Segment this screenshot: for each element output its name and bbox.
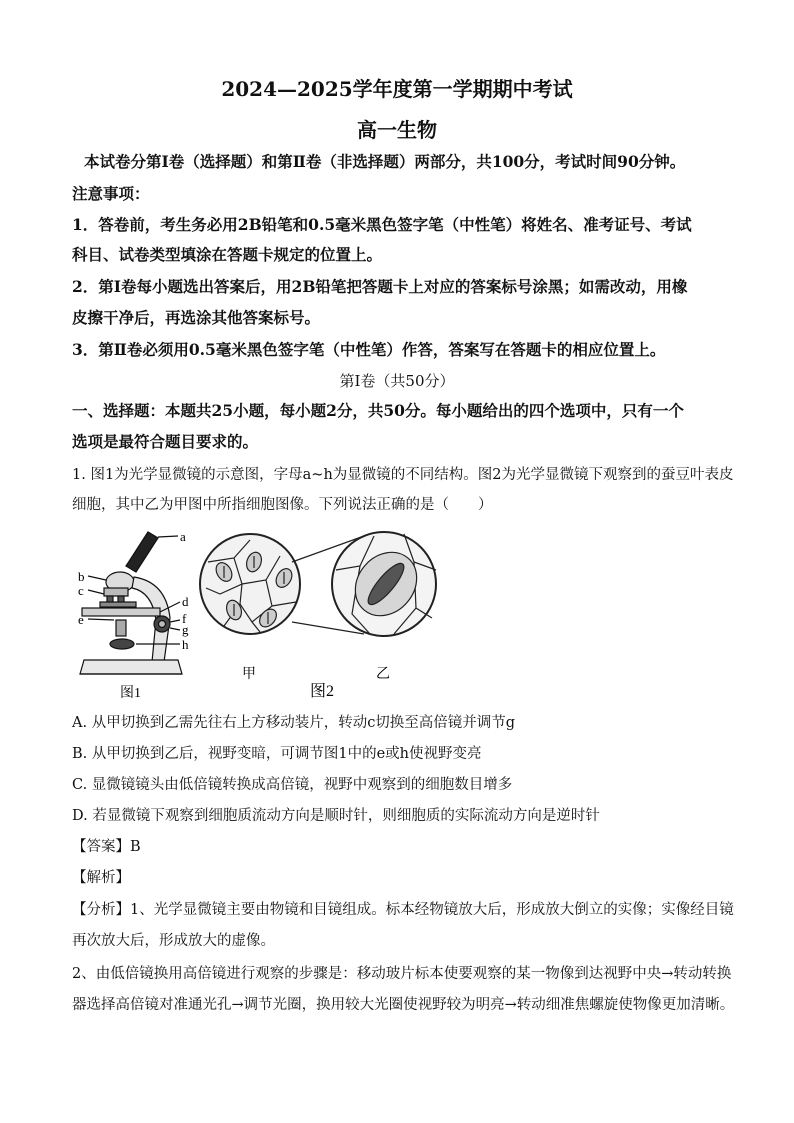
analysis-p2-line2: 器选择高倍镜对准通光孔→调节光圈，换用较大光圈使视野较为明亮→转动细准焦螺旋使物像更加清晰。 bbox=[72, 997, 735, 1013]
notice-item-1-line1: 1．答卷前，考生务必用2B铅笔和0.5毫米黑色签字笔（中性笔）将姓名、准考证号、考试 bbox=[72, 215, 692, 234]
analysis-tag: 【解析】 bbox=[72, 870, 130, 886]
cell-view-yi bbox=[332, 532, 436, 636]
intro-text: 本试卷分第Ⅰ卷（选择题）和第Ⅱ卷（非选择题）两部分，共100分，考试时间90分钟。 bbox=[84, 152, 686, 171]
notice-item-3: 3．第Ⅱ卷必须用0.5毫米黑色签字笔（中性笔）作答，答案写在答题卡的相应位置上。 bbox=[72, 340, 666, 359]
section-heading: 第Ⅰ卷（共50分） bbox=[339, 372, 455, 390]
label-h: h bbox=[182, 637, 189, 652]
label-e: e bbox=[78, 612, 84, 627]
label-b: b bbox=[78, 569, 85, 584]
analysis-subtag: 【分析】 bbox=[72, 902, 130, 918]
answer-value: B bbox=[130, 839, 141, 855]
option-d: D. 若显微镜下观察到细胞质流动方向是顺时针，则细胞质的实际流动方向是逆时针 bbox=[72, 808, 600, 824]
analysis-p1-line2: 再次放大后，形成放大的虚像。 bbox=[72, 933, 275, 949]
label-d: d bbox=[182, 594, 189, 609]
question-1-stem-line2: 细胞，其中乙为甲图中所指细胞图像。下列说法正确的是（ ） bbox=[72, 497, 493, 513]
page-title: 2024—2025学年度第一学期期中考试 bbox=[221, 77, 573, 101]
microscope-illustration bbox=[80, 532, 182, 674]
figure-1-caption: 图1 bbox=[120, 686, 141, 701]
label-jia: 甲 bbox=[242, 667, 256, 682]
label-f: f bbox=[182, 611, 187, 626]
answer-line bbox=[72, 835, 141, 856]
figure-2-caption: 图2 bbox=[310, 683, 335, 700]
analysis-p1-line1 bbox=[72, 898, 734, 919]
analysis-p1-text: 1、光学显微镜主要由物镜和目镜组成。标本经物镜放大后，形成放大倒立的实像；实像经目镜 bbox=[130, 902, 734, 918]
notice-heading: 注意事项： bbox=[72, 184, 150, 203]
notice-item-1-line2: 科目、试卷类型填涂在答题卡规定的位置上。 bbox=[72, 245, 383, 264]
option-c: C. 显微镜镜头由低倍镜转换成高倍镜，视野中观察到的细胞数目增多 bbox=[72, 777, 513, 793]
label-c: c bbox=[78, 583, 84, 598]
analysis-p2-line1: 2、由低倍镜换用高倍镜进行观察的步骤是：移动玻片标本使要观察的某一物像到达视野中央→转动转换 bbox=[72, 966, 732, 982]
label-yi: 乙 bbox=[376, 667, 390, 682]
label-a: a bbox=[180, 529, 186, 544]
option-b: B. 从甲切换到乙后，视野变暗，可调节图1中的e或h使视野变亮 bbox=[72, 746, 482, 762]
section-instructions-line1: 一、选择题：本题共25小题，每小题2分，共50分。每小题给出的四个选项中，只有一个 bbox=[72, 401, 684, 420]
option-a: A. 从甲切换到乙需先往右上方移动装片，转动c切换至高倍镜并调节g bbox=[72, 715, 516, 731]
label-g: g bbox=[182, 622, 189, 637]
notice-item-2-line2: 皮擦干净后，再选涂其他答案标号。 bbox=[72, 308, 321, 327]
question-1-stem-line1: 1. 图1为光学显微镜的示意图，字母a~h为显微镜的不同结构。图2为光学显微镜下观察到的蚕豆叶表皮 bbox=[72, 467, 734, 483]
question-1-figure bbox=[74, 522, 454, 704]
page-subtitle: 高一生物 bbox=[357, 118, 437, 142]
notice-item-2-line1: 2．第Ⅰ卷每小题选出答案后，用2B铅笔把答题卡上对应的答案标号涂黑；如需改动，用橡 bbox=[72, 277, 688, 296]
answer-tag: 【答案】 bbox=[72, 839, 130, 855]
section-instructions-line2: 选项是最符合题目要求的。 bbox=[72, 432, 259, 451]
